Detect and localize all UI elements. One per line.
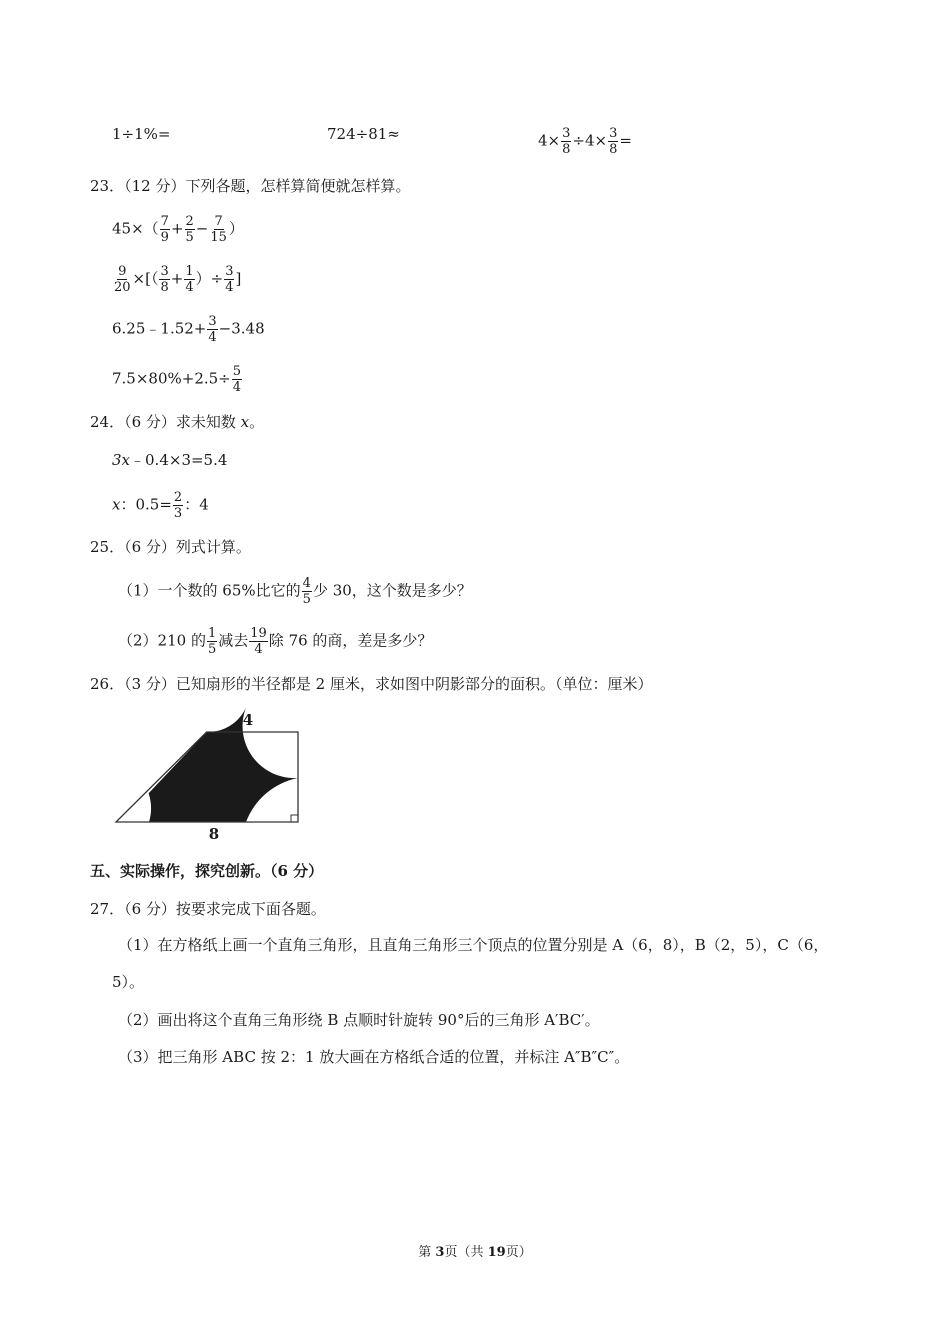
- q25-part-1: （1）一个数的 65%比它的 $\frac{4}{5}$ 少 30，这个数是多少？: [118, 576, 472, 607]
- top-length-label: 4: [242, 711, 254, 729]
- q25-part-2: （2）210 的 $\frac{1}{5}$ 减去 $\frac{19}{4}$ 除 76 的商，差是多少？: [118, 626, 433, 657]
- q23-expr-2: $\frac{9}{20}$ ×[（ $\frac{3}{8}$ + $\frac{1}{4}$ ）÷ $\frac{3}{4}$ ]: [114, 264, 242, 295]
- calc-item-2: 724÷81≈: [327, 125, 400, 143]
- q27-part-3: （3）把三角形 ABC 按 2：1 放大画在方格纸合适的位置，并标注 A″B″C″。: [118, 1048, 630, 1066]
- trapezoid-figure: [100, 708, 320, 843]
- q24-eq-1: 3x﹣0.4×3=5.4: [112, 451, 228, 469]
- q27-part-2: （2）画出将这个直角三角形绕 B 点顺时针旋转 90°后的三角形 A′BC′。: [118, 1011, 600, 1029]
- calc-item-3: 4× $\frac{3}{8}$ ÷4× $\frac{3}{8}$ =: [538, 126, 632, 157]
- q25-title: 25．（6 分）列式计算。: [90, 538, 251, 556]
- q23-expr-1: 45×（ $\frac{7}{9}$ + $\frac{2}{5}$ − $\frac{7}{15}$ ）: [112, 214, 244, 245]
- q26-title: 26．（3 分）已知扇形的半径都是 2 厘米，求如图中阴影部分的面积。（单位：厘米）: [90, 675, 653, 693]
- bottom-length-label: 8: [208, 825, 220, 843]
- section-5-title: 五、实际操作，探究创新。（6 分）: [90, 862, 324, 880]
- q23-title: 23．（12 分）下列各题，怎样算简便就怎样算。: [90, 177, 411, 195]
- calc-item-1: 1÷1%=: [112, 125, 171, 143]
- q27-part-1: （1）在方格纸上画一个直角三角形，且直角三角形三个顶点的位置分别是 A（6，8），B（2，5），C（6，: [118, 936, 829, 954]
- q23-expr-3: 6.25﹣1.52+ $\frac{3}{4}$ −3.48: [112, 314, 265, 345]
- q23-expr-4: 7.5×80%+2.5÷ $\frac{5}{4}$: [112, 364, 242, 395]
- q24-title: 24．（6 分）求未知数 x。: [90, 413, 265, 431]
- right-angle-mark: [291, 815, 298, 822]
- page-footer: 第 3页（共 19页）: [418, 1245, 532, 1260]
- q27-title: 27．（6 分）按要求完成下面各题。: [90, 900, 326, 918]
- q27-part-1-cont: 5）。: [112, 973, 145, 991]
- q24-eq-2: x：0.5= $\frac{2}{3}$ ：4: [112, 490, 209, 521]
- shaded-region: [149, 708, 298, 822]
